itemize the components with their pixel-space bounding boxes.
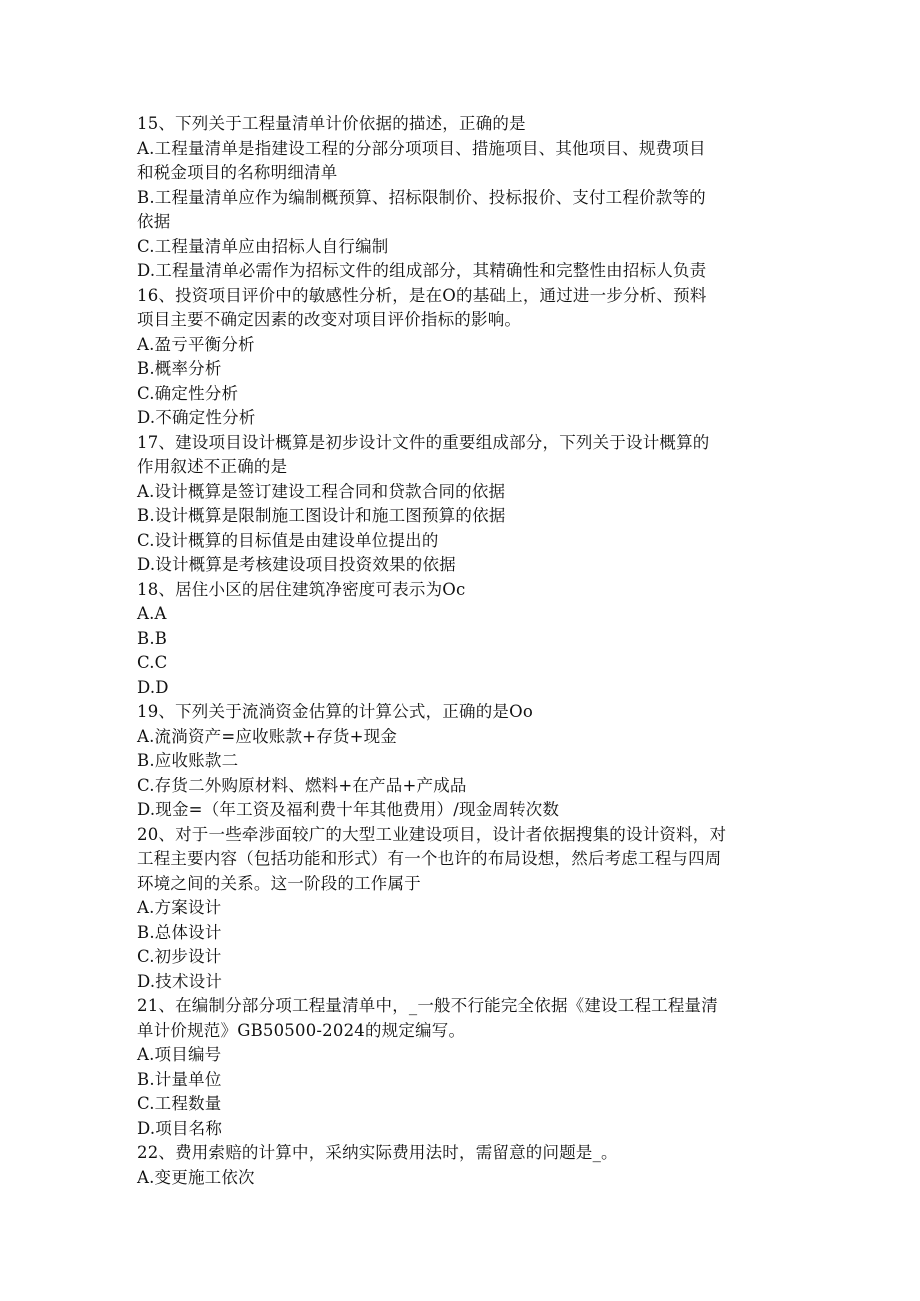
question-16: [137, 284, 777, 431]
answer-option: [137, 1068, 777, 1093]
answer-option: [137, 676, 777, 701]
answer-option-line: C.存货二外购原材料、燃料+在产品+产成品: [137, 775, 467, 795]
answer-option-line: B.概率分析: [137, 359, 222, 378]
answer-option: [137, 553, 777, 578]
answer-option-line: D.不确定性分析: [137, 408, 256, 427]
answer-option: [137, 382, 777, 407]
answer-option-line: C.初步设计: [137, 947, 222, 966]
answer-option: [137, 602, 777, 627]
question-stem-line: 21、在编制分部分项工程量清单中，_一般不行能完全依据《建设工程工程量清: [137, 996, 718, 1015]
answer-option: [137, 1043, 777, 1068]
answer-option: [137, 406, 777, 431]
question-20: [137, 823, 777, 995]
question-15: [137, 112, 777, 284]
question-stem-line: 工程主要内容（包括功能和形式）有一个也许的布局设想，然后考虑工程与四周: [137, 849, 722, 868]
answer-option-line: B.计量单位: [137, 1069, 222, 1089]
question-22: [137, 1141, 777, 1190]
answer-option: [137, 235, 777, 260]
answer-option: [137, 480, 777, 505]
answer-option-line: D.技术设计: [137, 971, 223, 991]
answer-option: [137, 921, 777, 946]
question-stem-line: 单计价规范》GB50500-2024的规定编写。: [137, 1020, 466, 1040]
answer-option-line: 和税金项目的名称明细清单: [137, 163, 338, 182]
answer-option: [137, 137, 777, 186]
question-21: [137, 994, 777, 1141]
answer-option-line: C.工程数量: [137, 1094, 222, 1113]
answer-option: [137, 529, 777, 554]
answer-option-line: D.现金=（年工资及福利费十年其他费用）/现金周转次数: [137, 800, 560, 819]
question-stem-line: 作用叙述不正确的是: [137, 457, 288, 476]
answer-option: [137, 186, 777, 235]
answer-option-line: 依据: [137, 212, 171, 231]
question-stem-line: 环境之间的关系。这一阶段的工作属于: [137, 873, 421, 893]
answer-option: [137, 357, 777, 382]
question-18: [137, 578, 777, 701]
answer-option-line: B.设计概算是限制施工图设计和施工图预算的依据: [137, 506, 506, 525]
answer-option: [137, 945, 777, 970]
answer-option: [137, 749, 777, 774]
question-stem-line: 17、建设项目设计概算是初步设计文件的重要组成部分，下列关于设计概算的: [137, 432, 710, 452]
answer-option-line: B.工程量清单应作为编制概预算、招标限制价、投标报价、支付工程价款等的: [137, 187, 706, 207]
answer-option-line: A.盈亏平衡分析: [137, 334, 255, 354]
answer-option-line: C.确定性分析: [137, 383, 239, 403]
question-19: [137, 700, 777, 823]
answer-option-line: B.总体设计: [137, 922, 222, 942]
answer-option: [137, 798, 777, 823]
answer-option: [137, 1117, 777, 1142]
answer-option-line: A.A: [137, 604, 167, 623]
answer-option-line: D.设计概算是考核建设项目投资效果的依据: [137, 555, 456, 574]
answer-option-line: A.流淌资产=应收账款+存货+现金: [137, 726, 398, 746]
answer-option: [137, 259, 777, 284]
answer-option-line: A.工程量清单是指建设工程的分部分项项目、措施项目、其他项目、规费项目: [137, 138, 706, 158]
answer-option: [137, 651, 777, 676]
answer-option: [137, 333, 777, 358]
answer-option-line: A.项目编号: [137, 1045, 222, 1064]
document-page: [137, 112, 777, 1190]
answer-option-line: C.C: [137, 653, 168, 672]
question-stem-line: 19、下列关于流淌资金估算的计算公式，正确的是Oo: [137, 702, 533, 721]
question-stem-line: 22、费用索赔的计算中，采纳实际费用法时，需留意的问题是_。: [137, 1143, 618, 1162]
answer-option: [137, 970, 777, 995]
answer-option-line: D.D: [137, 677, 169, 697]
answer-option-line: A.设计概算是签订建设工程合同和贷款合同的依据: [137, 481, 506, 501]
answer-option: [137, 504, 777, 529]
answer-option-line: B.B: [137, 628, 168, 648]
question-stem-line: 18、居住小区的居住建筑净密度可表示为Oc: [137, 579, 466, 599]
answer-option: [137, 896, 777, 921]
question-17: [137, 431, 777, 578]
question-stem-line: 项目主要不确定因素的改变对项目评价指标的影响。: [137, 310, 522, 329]
answer-option-line: A.变更施工依次: [137, 1167, 255, 1187]
question-stem-line: 20、对于一些牵涉面较广的大型工业建设项目，设计者依据搜集的设计资料，对: [137, 824, 727, 844]
answer-option: [137, 1092, 777, 1117]
answer-option-line: C.工程量清单应由招标人自行编制: [137, 236, 389, 256]
answer-option-line: C.设计概算的目标值是由建设单位提出的: [137, 530, 439, 550]
answer-option-line: B.应收账款二: [137, 751, 239, 770]
answer-option: [137, 774, 777, 799]
answer-option-line: D.工程量清单必需作为招标文件的组成部分，其精确性和完整性由招标人负责: [137, 261, 707, 280]
answer-option-line: D.项目名称: [137, 1118, 223, 1138]
answer-option: [137, 627, 777, 652]
question-stem-line: 15、下列关于工程量清单计价依据的描述，正确的是: [137, 114, 526, 133]
answer-option: [137, 1166, 777, 1191]
question-stem-line: 16、投资项目评价中的敏感性分析，是在O的基础上，通过进一步分析、预料: [137, 285, 707, 305]
answer-option-line: A.方案设计: [137, 898, 222, 917]
answer-option: [137, 725, 777, 750]
